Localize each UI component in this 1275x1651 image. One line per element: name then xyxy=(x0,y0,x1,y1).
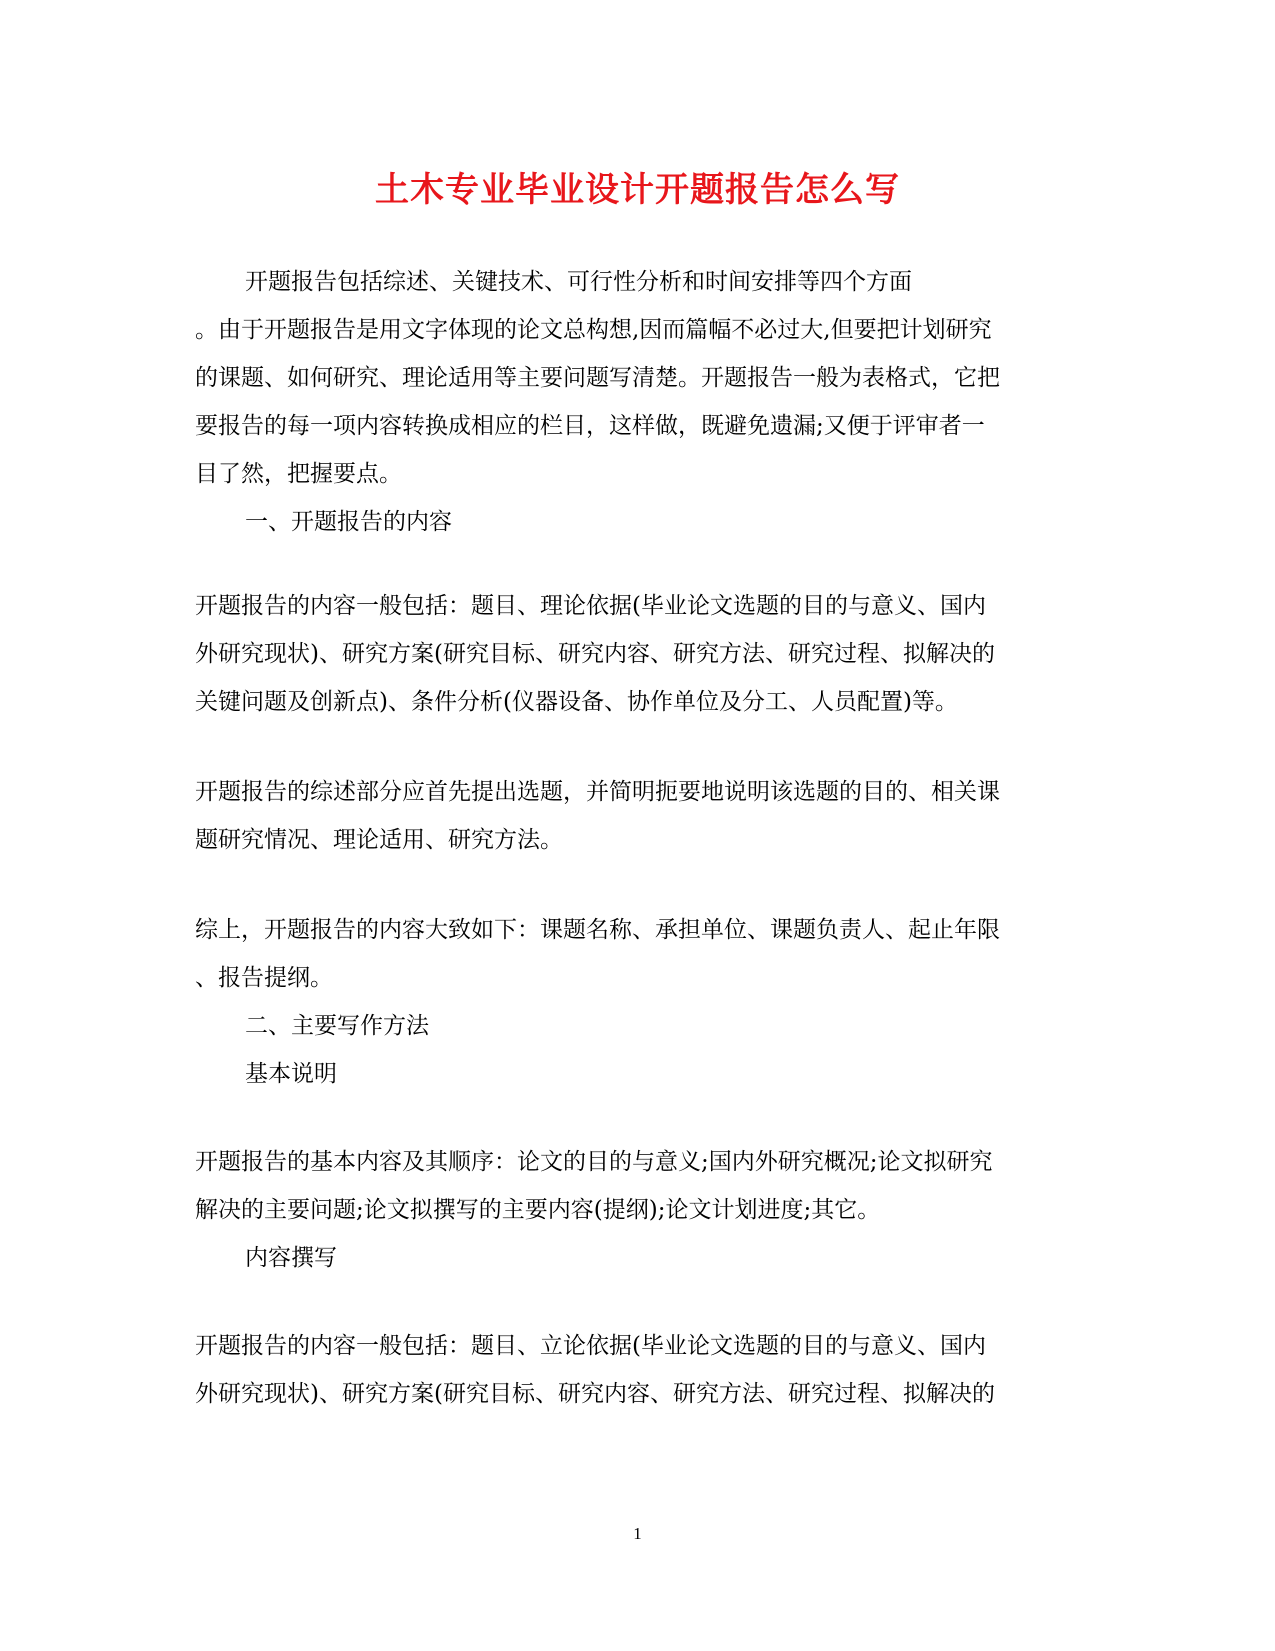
page-number: 1 xyxy=(633,1524,642,1543)
text-line: 目了然，把握要点。 xyxy=(195,461,402,487)
paragraph-summary-section xyxy=(195,768,1075,864)
paragraph-basic-content xyxy=(195,1138,1075,1282)
text-line: 关键问题及创新点)、条件分析(仪器设备、协作单位及分工、人员配置)等。 xyxy=(195,689,958,715)
text-line: 开题报告包括综述、关键技术、可行性分析和时间安排等四个方面 xyxy=(245,269,912,295)
text-line: 。由于开题报告是用文字体现的论文总构想,因而篇幅不必过大,但要把计划研究 xyxy=(195,317,992,343)
text-line: 的课题、如何研究、理论适用等主要问题写清楚。开题报告一般为表格式，它把 xyxy=(195,365,1000,391)
paragraph-content-repeat xyxy=(195,1322,1075,1418)
text-line: 解决的主要问题;论文拟撰写的主要内容(提纲);论文计划进度;其它。 xyxy=(195,1197,881,1223)
text-line: 外研究现状)、研究方案(研究目标、研究内容、研究方法、研究过程、拟解决的 xyxy=(195,1381,995,1407)
text-line: 综上，开题报告的内容大致如下：课题名称、承担单位、课题负责人、起止年限 xyxy=(195,917,1000,943)
text-line: 开题报告的内容一般包括：题目、理论依据(毕业论文选题的目的与意义、国内 xyxy=(195,593,986,619)
section-heading: 一、开题报告的内容 xyxy=(245,509,452,535)
text-line: 题研究情况、理论适用、研究方法。 xyxy=(195,827,563,853)
paragraph-intro xyxy=(195,258,1075,546)
text-line: 开题报告的基本内容及其顺序：论文的目的与意义;国内外研究概况;论文拟研究 xyxy=(195,1149,993,1175)
section-heading: 二、主要写作方法 xyxy=(245,1013,429,1039)
paragraph-overview xyxy=(195,906,1075,1098)
text-line: 开题报告的内容一般包括：题目、立论依据(毕业论文选题的目的与意义、国内 xyxy=(195,1333,986,1359)
text-line: 开题报告的综述部分应首先提出选题，并简明扼要地说明该选题的目的、相关课 xyxy=(195,779,1000,805)
text-line: 、报告提纲。 xyxy=(195,965,333,991)
text-line: 外研究现状)、研究方案(研究目标、研究内容、研究方法、研究过程、拟解决的 xyxy=(195,641,995,667)
text-line: 要报告的每一项内容转换成相应的栏目，这样做，既避免遗漏;又便于评审者一 xyxy=(195,413,985,439)
document-title: 土木专业毕业设计开题报告怎么写 xyxy=(375,170,900,210)
subsection-heading: 内容撰写 xyxy=(245,1245,337,1271)
paragraph-content xyxy=(195,582,1075,726)
subsection-heading: 基本说明 xyxy=(245,1061,337,1087)
